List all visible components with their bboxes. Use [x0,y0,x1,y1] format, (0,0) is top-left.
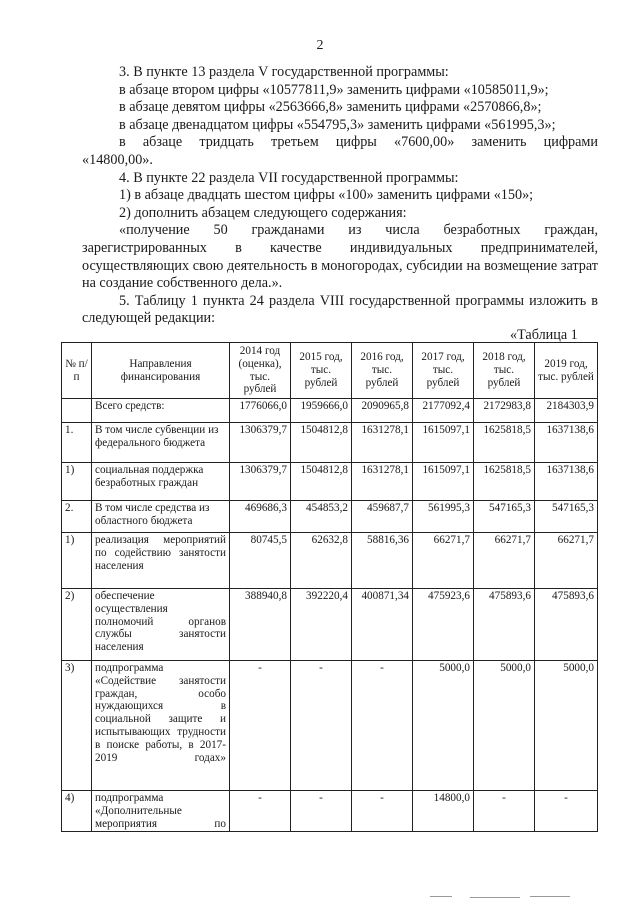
value-2014: 80745,5 [230,533,291,589]
scan-artifact [430,893,580,901]
value-2014: - [230,661,291,791]
value-2019: 5000,0 [535,661,598,791]
value-2014: - [230,791,291,832]
header-2016: 2016 год, тыс. рублей [352,343,413,399]
value-2019: 2184303,9 [535,399,598,423]
value-2015: 1504812,8 [291,423,352,463]
value-2018: 1625818,5 [474,463,535,501]
row-label: Всего средств: [92,399,230,423]
header-num: № п/п [62,343,92,399]
paragraph-3-line-4b: «14800,00». [82,151,153,168]
value-2019: 1637138,6 [535,423,598,463]
value-2014: 1306379,7 [230,423,291,463]
row-num: 2. [62,501,92,533]
value-2014: 1776066,0 [230,399,291,423]
value-2019: 475893,6 [535,589,598,661]
row-num: 1) [62,463,92,501]
table-row [62,791,598,832]
value-2017: 5000,0 [413,661,474,791]
value-2016: 1631278,1 [352,463,413,501]
value-2014: 388940,8 [230,589,291,661]
value-2018: 1625818,5 [474,423,535,463]
paragraph-4-quote: «получение 50 гражданами из числа безработных граждан, зарегистрированных в качестве индивидуальных предпринимателей, осуществляющих свою деятельность в моногородах, субсидии на возмещение затрат на создание собственного дела.». [82,222,598,292]
table-caption: «Таблица 1 [510,327,578,343]
value-2017: 561995,3 [413,501,474,533]
value-2018: 547165,3 [474,501,535,533]
paragraph-3-line-1: в абзаце втором цифры «10577811,9» заменить цифрами «10585011,9»; [119,81,549,98]
page-number: 2 [316,38,324,53]
row-num: 1. [62,423,92,463]
table-row [62,501,598,533]
value-2017: 475923,6 [413,589,474,661]
table-row [62,423,598,463]
value-2016: 58816,36 [352,533,413,589]
value-2017: 1615097,1 [413,423,474,463]
value-2014: 1306379,7 [230,463,291,501]
value-2017: 1615097,1 [413,463,474,501]
value-2016: 459687,7 [352,501,413,533]
paragraph-3-line-4a: в абзаце тридцать третьем цифры «7600,00» заменить цифрами [119,134,598,151]
value-2019: 1637138,6 [535,463,598,501]
table-row [62,661,598,791]
row-label: реализация мероприятий по содействию занятости населения [92,533,230,589]
row-num: 2) [62,589,92,661]
paragraph-4-line-1: 1) в абзаце двадцать шестом цифры «100» заменить цифрами «150»; [119,187,534,204]
value-2017: 14800,0 [413,791,474,832]
table-row [62,399,598,423]
header-2015: 2015 год, тыс. рублей [291,343,352,399]
row-num: 4) [62,791,92,832]
table-row [62,589,598,661]
header-2014: 2014 год (оценка), тыс. рублей [230,343,291,399]
row-num [62,399,92,423]
value-2016: - [352,791,413,832]
row-label: подпрограмма «Дополнительные мероприятия по [92,791,230,832]
body-text [82,64,598,328]
row-label: В том числе субвенции из федерального бюджета [92,423,230,463]
value-2015: - [291,791,352,832]
value-2018: 5000,0 [474,661,535,791]
row-label: обеспечение осуществления полномочий органов службы занятости населения [92,589,230,661]
row-num: 1) [62,533,92,589]
value-2017: 66271,7 [413,533,474,589]
paragraph-3-line-2: в абзаце девятом цифры «2563666,8» заменить цифрами «2570866,8»; [119,99,542,116]
value-2018: 2172983,8 [474,399,535,423]
header-2019: 2019 год, тыс. рублей [535,343,598,399]
paragraph-3-heading: 3. В пункте 13 раздела V государственной программы: [119,64,449,80]
value-2018: - [474,791,535,832]
row-label: социальная поддержка безработных граждан [92,463,230,501]
value-2015: - [291,661,352,791]
value-2015: 454853,2 [291,501,352,533]
value-2016: - [352,661,413,791]
value-2016: 1631278,1 [352,423,413,463]
header-direction: Направления финансирования [92,343,230,399]
table-header-row [62,343,598,399]
table-row [62,463,598,501]
header-2018: 2018 год, тыс. рублей [474,343,535,399]
value-2018: 475893,6 [474,589,535,661]
value-2018: 66271,7 [474,533,535,589]
value-2016: 400871,34 [352,589,413,661]
header-2017: 2017 год, тыс. рублей [413,343,474,399]
value-2019: 547165,3 [535,501,598,533]
table-row [62,533,598,589]
value-2019: - [535,791,598,832]
value-2015: 62632,8 [291,533,352,589]
paragraph-4-heading: 4. В пункте 22 раздела VII государственной программы: [119,169,459,186]
value-2019: 66271,7 [535,533,598,589]
row-num: 3) [62,661,92,791]
value-2017: 2177092,4 [413,399,474,423]
value-2015: 1959666,0 [291,399,352,423]
financing-table [61,342,598,832]
value-2016: 2090965,8 [352,399,413,423]
value-2015: 392220,4 [291,589,352,661]
paragraph-3-line-3: в абзаце двенадцатом цифры «554795,3» заменить цифрами «561995,3»; [119,116,556,133]
paragraph-4-line-2: 2) дополнить абзацем следующего содержания: [119,204,407,221]
value-2015: 1504812,8 [291,463,352,501]
value-2014: 469686,3 [230,501,291,533]
paragraph-5: 5. Таблицу 1 пункта 24 раздела VIII государственной программы изложить в следующей редакции: [82,292,598,327]
row-label: подпрограмма «Содействие занятости граждан, особо нуждающихся в социальной защите и испытывающих трудности в поиске работы, в 2017-2019 годах» [92,661,230,791]
row-label: В том числе средства из областного бюджета [92,501,230,533]
